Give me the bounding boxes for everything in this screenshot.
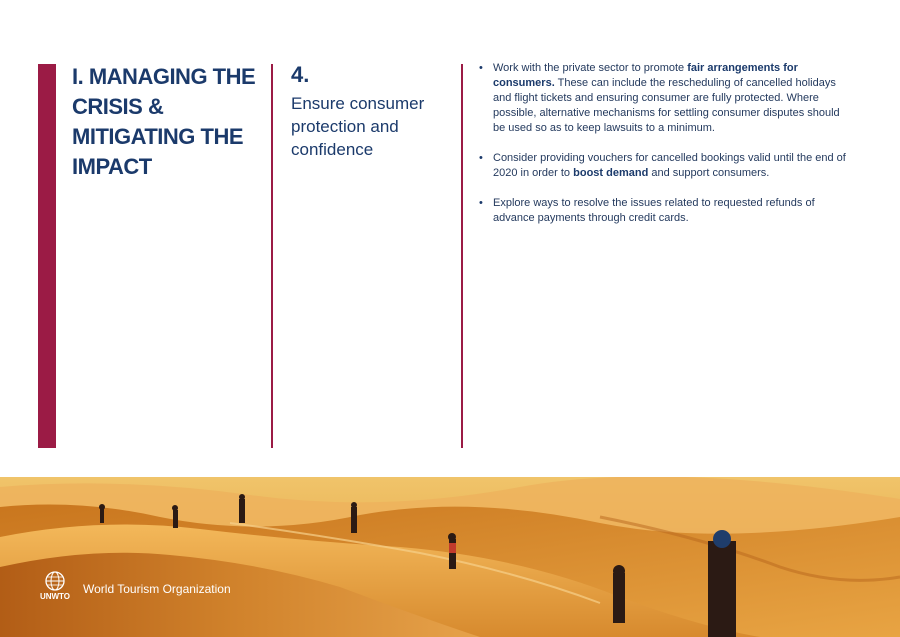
- recommendation-text: Explore ways to resolve the issues related to requested refunds of advance payments through credit cards.: [493, 197, 815, 224]
- recommendation-item: [478, 151, 850, 181]
- desert-hikers-photo: [0, 477, 900, 637]
- recommendation-item: [478, 196, 850, 226]
- logo-text: UNWTO: [39, 592, 71, 601]
- recommendation-text: Work with the private sector to promote: [493, 62, 688, 74]
- bullet-dot-icon: •: [479, 62, 483, 74]
- subsection-title: Ensure consumer protection and confidence: [291, 94, 425, 159]
- recommendation-list: [478, 61, 850, 241]
- recommendation-highlight: boost demand: [573, 167, 649, 179]
- recommendation-text: These can include the rescheduling of cancelled holidays and flight tickets and ensuring consumer are fully protected. Where possible, alternative mechanisms for settling consumer disputes should be used so as to keep lawsuits to a minimum.: [493, 77, 840, 134]
- subsection-number: 4.: [291, 62, 310, 87]
- recommendation-text: and support consumers.: [648, 167, 770, 179]
- bullet-dot-icon: •: [479, 152, 483, 164]
- bullet-dot-icon: •: [479, 197, 483, 209]
- recommendation-item: [478, 61, 850, 136]
- recommendation-text: Consider providing vouchers for cancelled bookings valid until the end of 2020 in order to: [493, 152, 846, 179]
- section-title: I. MANAGING THE CRISIS & MITIGATING THE IMPACT: [72, 64, 256, 179]
- recommendation-highlight: fair arrangements for consumers.: [493, 62, 798, 89]
- section-accent-bar: [38, 64, 56, 448]
- unwto-logo-icon: [38, 571, 72, 601]
- column-divider-right: [461, 64, 463, 448]
- column-divider-left: [271, 64, 273, 448]
- organization-name: World Tourism Organization: [83, 582, 231, 596]
